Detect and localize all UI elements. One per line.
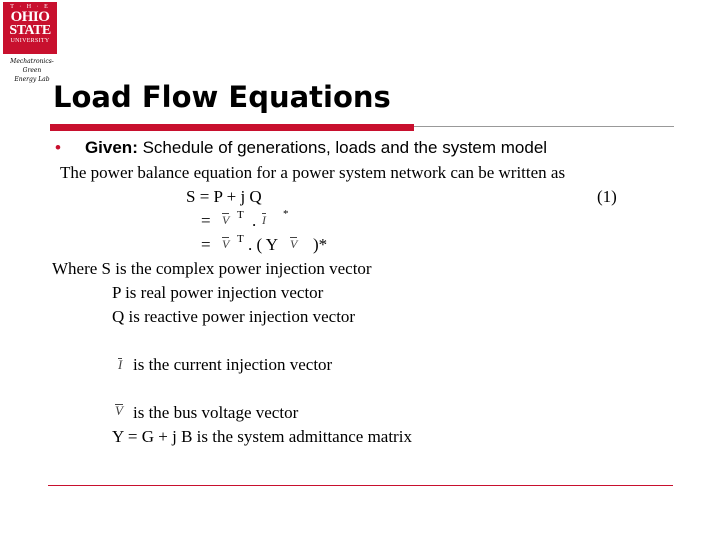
symbol-v-eq3: V <box>222 237 230 251</box>
p-definition: P is real power injection vector <box>112 283 324 302</box>
symbol-i-def: I <box>118 357 123 372</box>
where-s-text: Where S is the complex power injection vector <box>52 259 372 278</box>
bullet-dot: • <box>55 138 61 157</box>
i-definition: is the current injection vector <box>133 355 333 374</box>
q-definition: Q is reactive power injection vector <box>112 307 356 326</box>
equation-1: S = P + j Q <box>186 187 262 206</box>
sup-star-eq2: * <box>283 208 289 220</box>
lab-name-line2: Energy Lab <box>14 76 50 83</box>
intro-text: The power balance equation for a power system network can be written as <box>60 163 566 182</box>
bullet-given <box>55 138 547 158</box>
given-text: Schedule of generations, loads and the system model <box>137 138 548 157</box>
given-label: Given: <box>84 138 138 157</box>
osu-logo <box>3 2 57 54</box>
equation-3-close: )* <box>313 235 328 254</box>
symbol-i-eq2: I <box>262 213 266 227</box>
v-definition: is the bus voltage vector <box>133 403 299 422</box>
logo-state-text: STATE <box>9 23 51 38</box>
symbol-v-eq3b: V <box>290 237 298 251</box>
footer-line <box>48 485 673 486</box>
equation-3-equals: = <box>201 235 211 254</box>
equation-number: (1) <box>597 187 617 206</box>
y-definition: Y = G + j B is the system admittance matrix <box>112 427 412 446</box>
symbol-v-eq2: V <box>222 213 230 227</box>
title-underline-red <box>50 124 414 131</box>
lab-name-line1: Mechatronics-Green <box>10 58 54 74</box>
sup-t-eq3: T <box>237 233 244 245</box>
sup-t-eq2: T <box>237 209 244 221</box>
slide-title: Load Flow Equations <box>53 80 391 114</box>
logo-the-text: T · H · E <box>10 4 50 10</box>
title-underline-gray <box>414 126 674 127</box>
equation-2-equals: = <box>201 211 211 230</box>
symbol-v-def: V <box>115 403 123 418</box>
equation-3-part: . ( Y <box>248 235 279 254</box>
logo-ohio-text: OHIO <box>10 9 50 25</box>
logo-university-text: UNIVERSITY <box>10 38 50 44</box>
dot-eq2: . <box>252 211 257 230</box>
